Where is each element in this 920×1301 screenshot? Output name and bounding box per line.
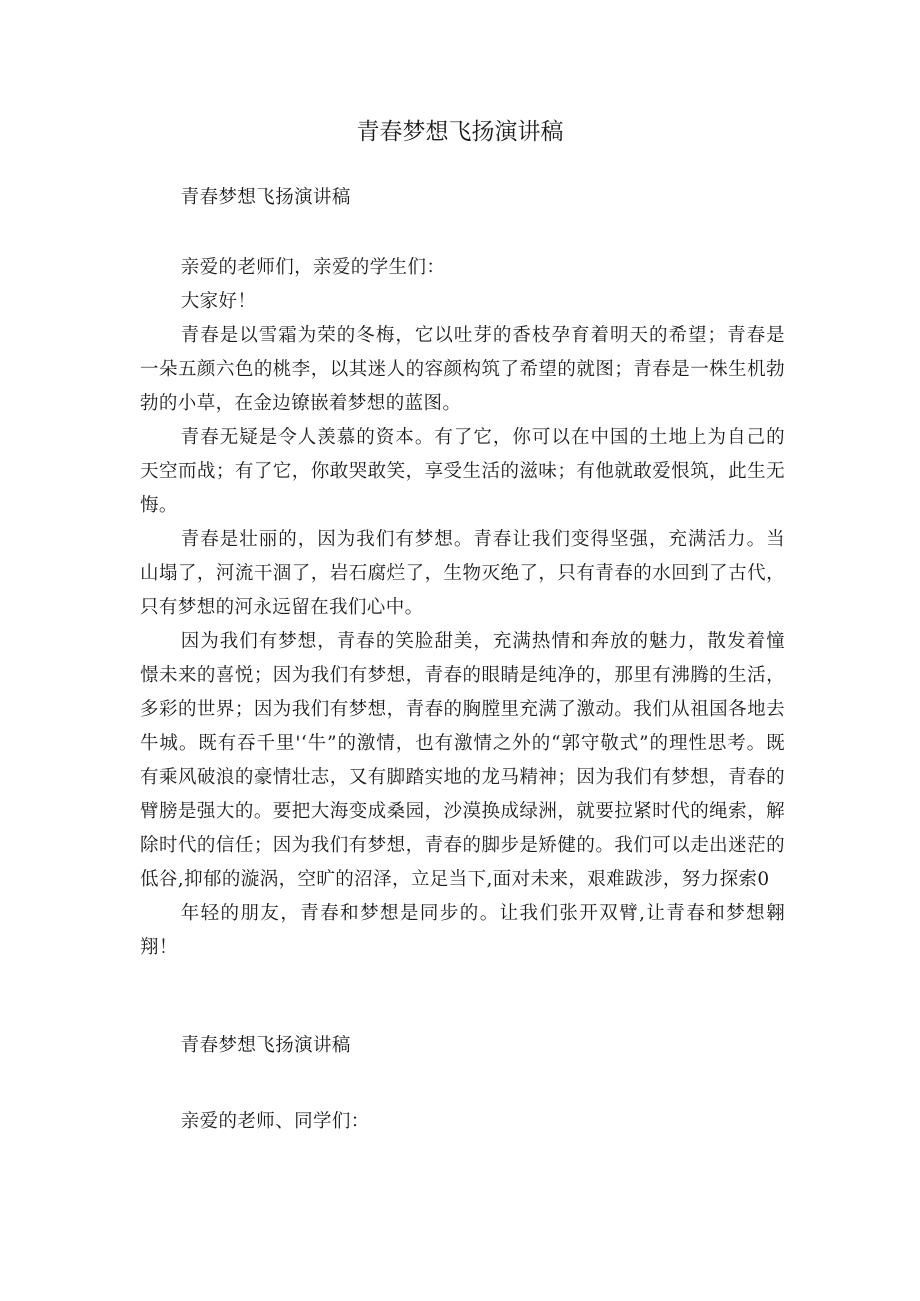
section2-salutation: 亲爱的老师、同学们： — [180, 1111, 370, 1132]
paragraph-2: 青春无疑是令人羡慕的资本。有了它，你可以在中国的土地上为自己的天空而战；有了它，你敢哭敢笑，享受生活的滋味；有他就敢爱恨筑，此生无悔。 — [140, 427, 785, 516]
paragraph-1: 青春是以雪霜为荣的冬梅，它以吐芽的香枝孕育着明天的希望；青春是一朵五颜六色的桃李，以其迷人的容颜构筑了希望的就图；青春是一株生机勃勃的小草，在金边镣嵌着梦想的蓝图。 — [140, 325, 785, 414]
section1-salutation: 亲爱的老师们，亲爱的学生们： — [180, 257, 446, 278]
document-title: 青春梦想飞扬演讲稿 — [356, 119, 564, 145]
section1-heading: 青春梦想飞扬演讲稿 — [180, 187, 351, 208]
section1-body — [140, 319, 785, 965]
section2-heading: 青春梦想飞扬演讲稿 — [180, 1035, 351, 1056]
paragraph-4: 因为我们有梦想，青春的笑脸甜美，充满热情和奔放的魅力，散发着憧憬未来的喜悦；因为我们有梦想，青春的眼睛是纯净的，那里有沸腾的生活，多彩的世界；因为我们有梦想，青春的胸膛里充满了激动。我们从祖国各地去牛城。既有吞千里'‘牛”的激情，也有激情之外的“郭守敬式”的理性思考。既有乘风破浪的豪情壮志，又有脚踏实地的龙马精神；因为我们有梦想，青春的臂膀是强大的。要把大海变成桑园，沙漠换成绿洲，就要拉紧时代的绳索，解除时代的信任；因为我们有梦想，青春的脚步是矫健的。我们可以走出迷茫的低谷,抑郁的漩涡，空旷的沼泽，立足当下,面对未来，艰难跋涉，努力探索0 — [140, 631, 785, 890]
section1-greeting: 大家好！ — [180, 291, 257, 312]
paragraph-5: 年轻的朋友，青春和梦想是同步的。让我们张开双臂,让青春和梦想翱翔！ — [140, 903, 785, 958]
paragraph-3: 青春是壮丽的，因为我们有梦想。青春让我们变得坚强，充满活力。当山塌了，河流干涸了，岩石腐烂了，生物灭绝了，只有青春的水回到了古代，只有梦想的河永远留在我们心中。 — [140, 529, 785, 618]
